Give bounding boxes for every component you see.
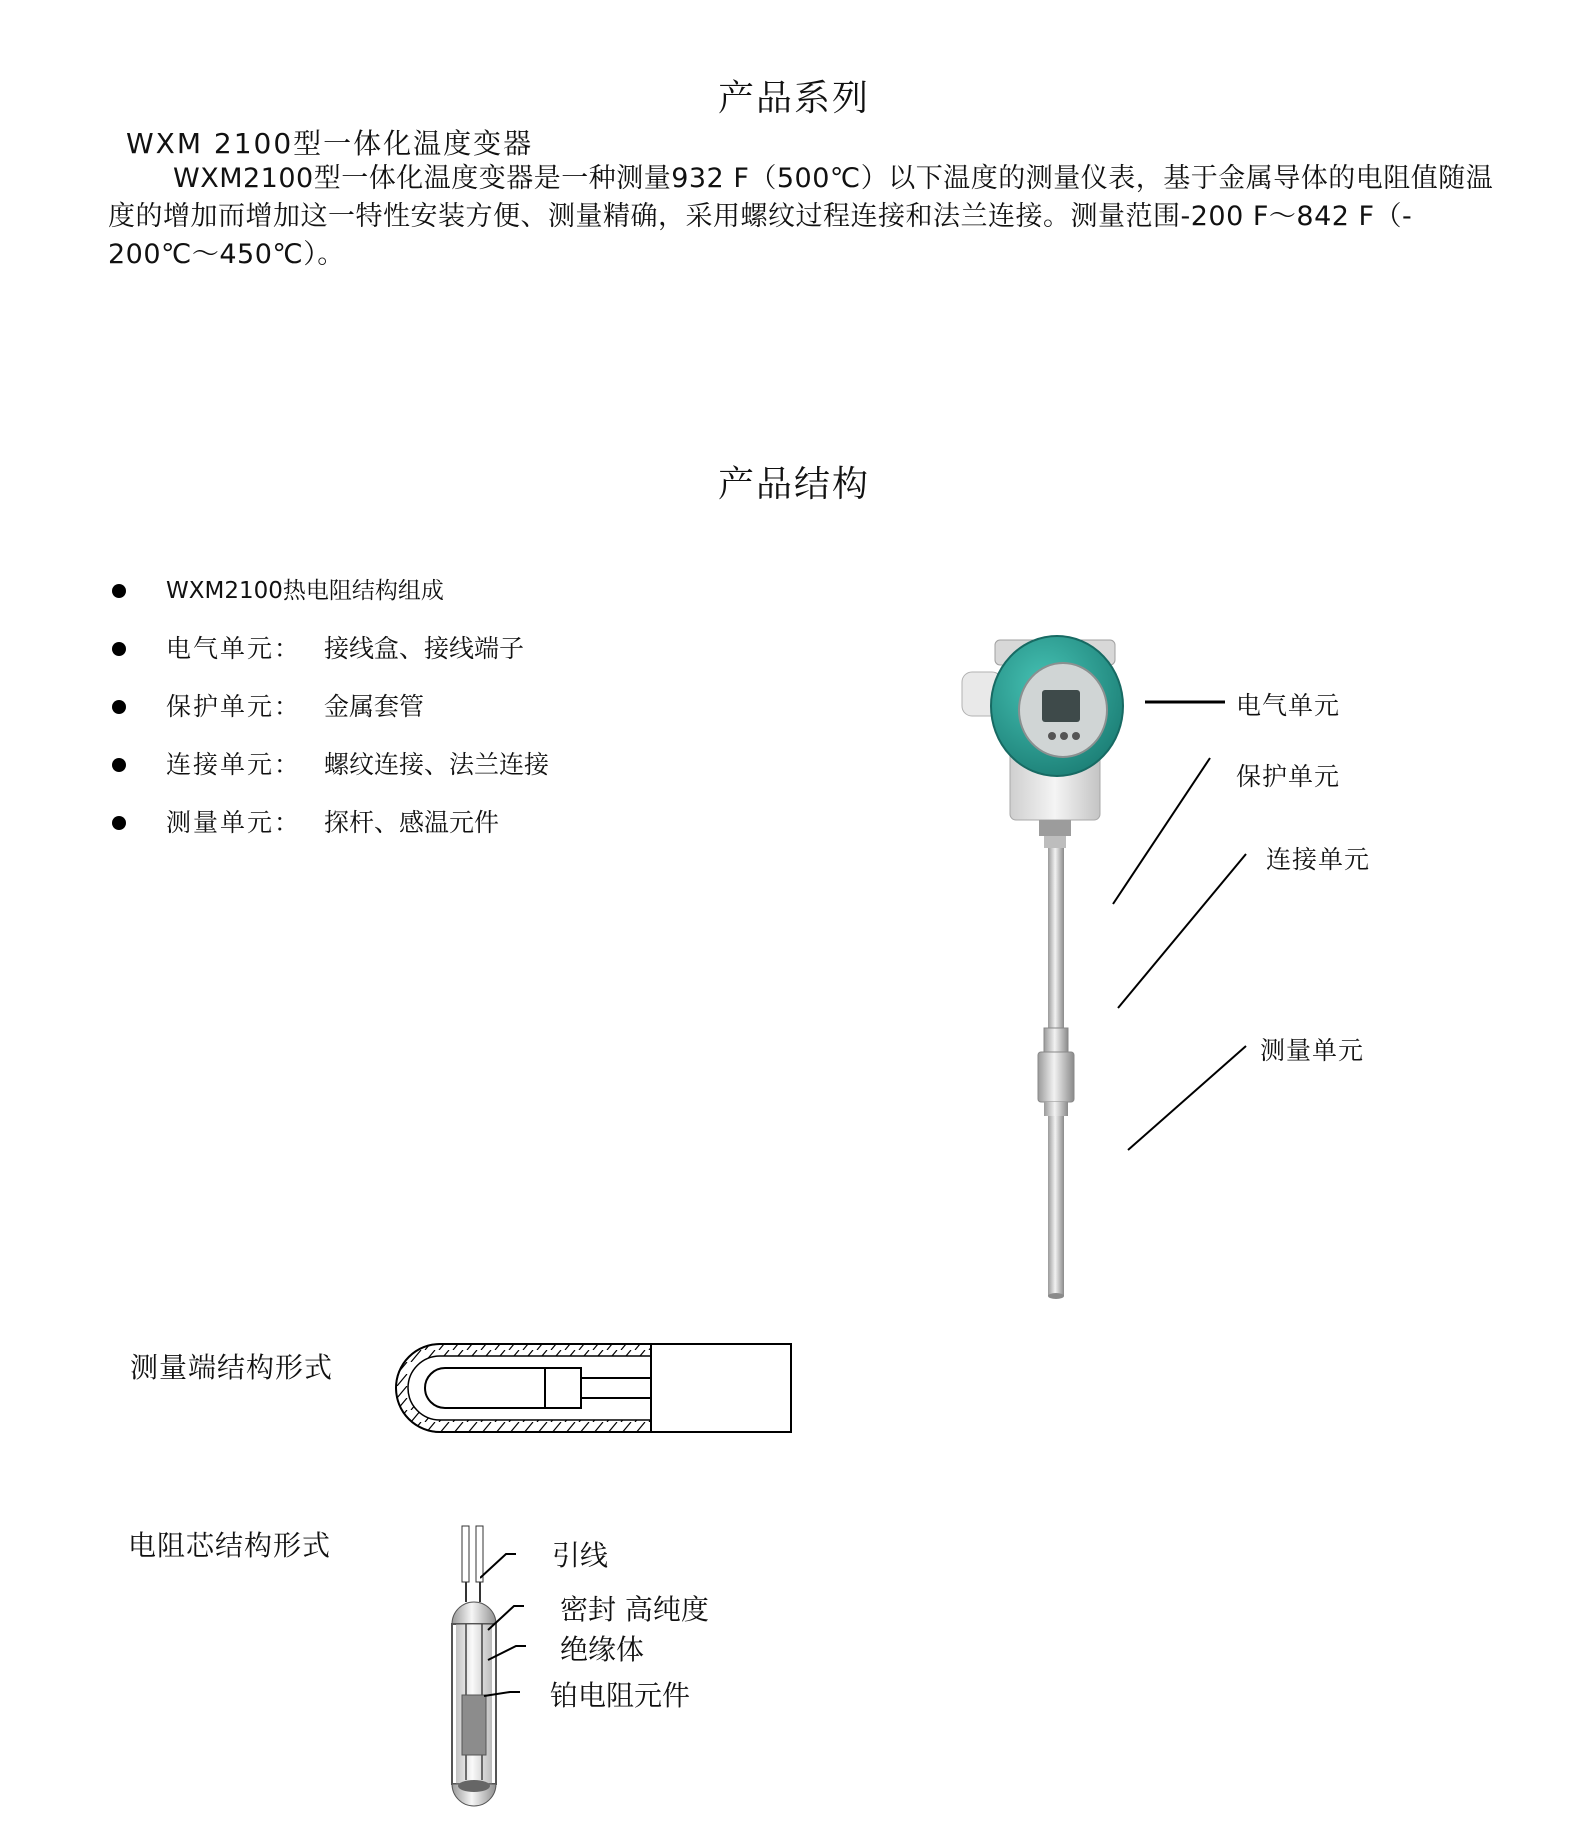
bullet-value: 接线盒、接线端子 <box>324 634 525 663</box>
measuring-end-diagram <box>395 1338 795 1438</box>
core-label-insulator: 绝缘体 <box>560 1633 645 1666</box>
bullet-dot-icon <box>112 816 126 830</box>
bullet-item <box>110 806 570 840</box>
core-label-element: 铂电阻元件 <box>550 1679 691 1712</box>
bullet-dot-icon <box>112 584 126 598</box>
bullet-dot-icon <box>112 700 126 714</box>
bullet-item <box>110 690 570 724</box>
resistor-core-title: 电阻芯结构形式 <box>128 1529 332 1562</box>
callout-protection-unit: 保护单元 <box>1236 762 1341 791</box>
bullet-label: 连接单元： <box>166 750 302 779</box>
callout-measurement-unit: 测量单元 <box>1260 1036 1365 1065</box>
callout-electrical-unit: 电气单元 <box>1236 691 1341 720</box>
bullet-label: 测量单元： <box>166 808 302 837</box>
callout-lines <box>1060 690 1260 1170</box>
bullet-item <box>110 632 570 666</box>
bullet-item <box>110 574 570 608</box>
bullet-dot-icon <box>112 758 126 772</box>
bullet-label: WXM2100热电阻结构组成 <box>166 578 444 604</box>
callout-connection-unit: 连接单元 <box>1266 845 1371 874</box>
structure-section-title: 产品结构 <box>717 464 870 505</box>
series-section-title: 产品系列 <box>717 78 870 119</box>
structure-bullet-list <box>110 574 570 864</box>
core-label-lead: 引线 <box>552 1539 609 1572</box>
bullet-value: 探杆、感温元件 <box>324 808 500 837</box>
bullet-item <box>110 748 570 782</box>
measuring-end-title: 测量端结构形式 <box>130 1351 334 1384</box>
bullet-value: 金属套管 <box>324 692 425 721</box>
bullet-value: 螺纹连接、法兰连接 <box>324 750 550 779</box>
product-name: WXM 2100型一体化温度变器 <box>126 127 534 160</box>
bullet-label: 电气单元： <box>166 634 302 663</box>
bullet-label: 保护单元： <box>166 692 302 721</box>
core-label-seal: 密封 高纯度 <box>560 1593 709 1626</box>
product-description: WXM2100型一体化温度变器是一种测量932 F（500℃）以下温度的测量仪表，基于金属导体的电阻值随温度的增加而增加这一特性安装方便、测量精确，采用螺纹过程连接和法兰连接。测量范围-200 F～842 F（- 200℃～450℃）。 <box>108 163 1494 270</box>
bullet-dot-icon <box>112 642 126 656</box>
